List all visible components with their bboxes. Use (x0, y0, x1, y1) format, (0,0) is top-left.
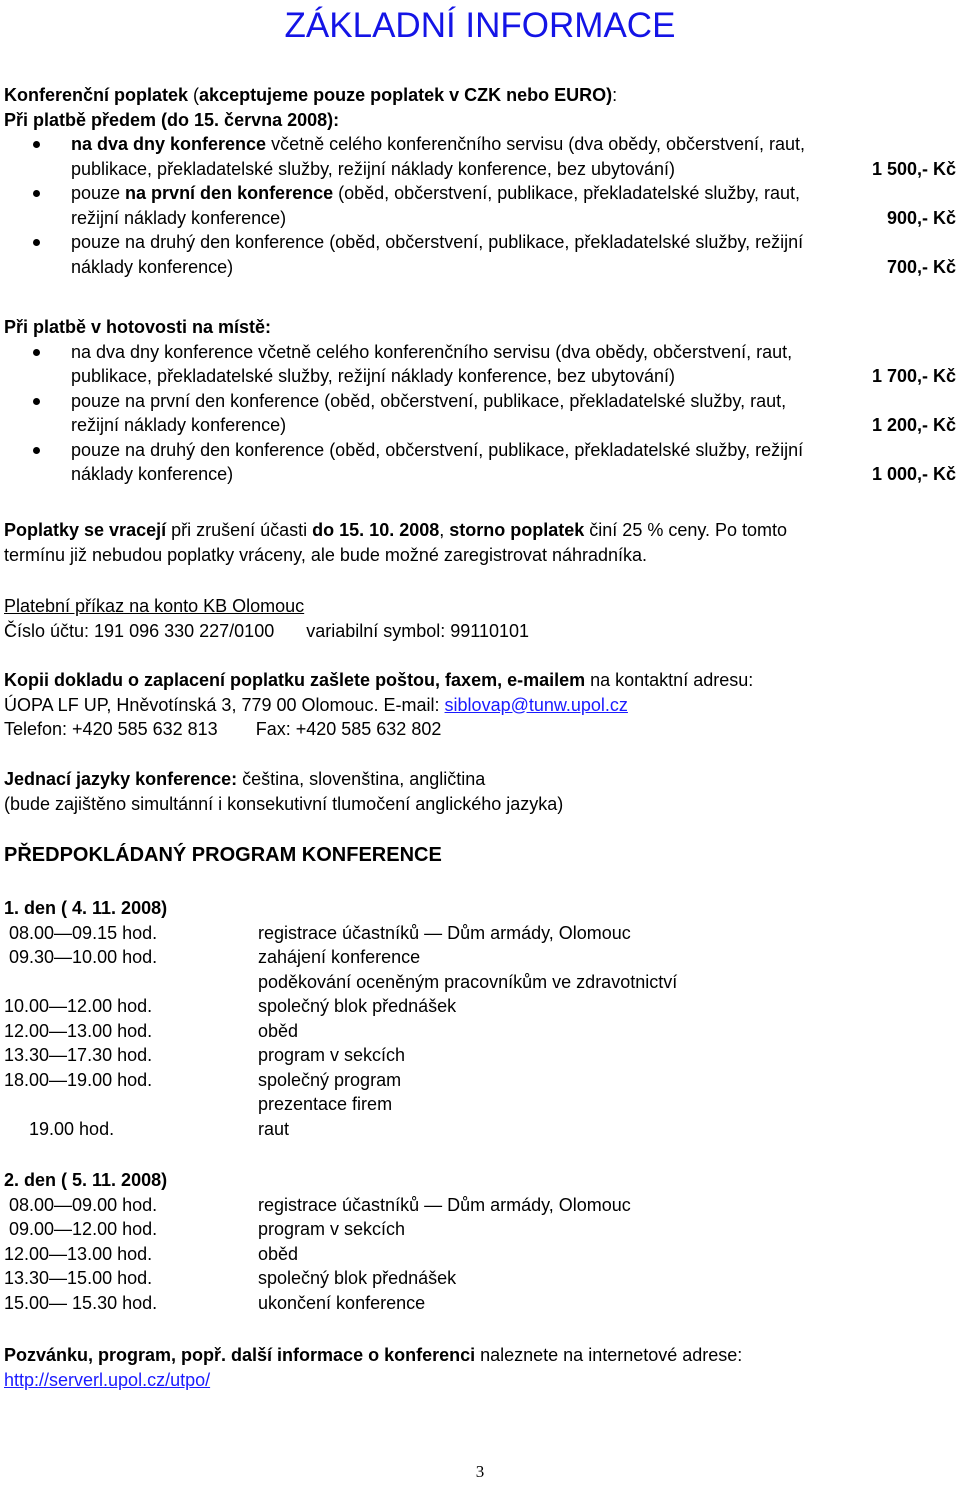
bullet-icon (4, 132, 71, 181)
variable-symbol: variabilní symbol: 99110101 (306, 620, 530, 641)
program-row: 08.00—09.15 hod. registrace účastníků — Dům armády, Olomouc (4, 922, 631, 943)
cash-section (4, 315, 956, 487)
fees-heading: Konferenční poplatek (akceptujeme pouze poplatek v CZK nebo EURO): (4, 85, 618, 105)
day1-section (4, 896, 956, 1141)
program-row: 18.00—19.00 hod. společný program prezentace firem (4, 1069, 402, 1114)
program-row: 12.00—13.00 hod. oběd (4, 1020, 299, 1041)
day2-section (4, 1168, 956, 1315)
bullet-icon (4, 230, 71, 279)
cash-heading: Při platbě v hotovosti na místě: (4, 317, 272, 337)
cash-item: pouze na první den konference (oběd, občerstvení, publikace, překladatelské služby, raut, režijní náklady konference) 1 200,- Kč (4, 389, 956, 438)
day1-title: 1. den ( 4. 11. 2008) (4, 898, 168, 918)
program-heading: PŘEDPOKLÁDANÝ PROGRAM KONFERENCE (4, 844, 442, 866)
day2-title: 2. den ( 5. 11. 2008) (4, 1170, 168, 1190)
advance-item: na dva dny konference včetně celého konferenčního servisu (dva obědy, občerstvení, raut, publikace, překladatelské služby, režijní náklady konference, bez ubytování) 1 500,- Kč (4, 132, 956, 181)
languages-section: Jednací jazyky konference: čeština, slovenština, angličtina (bude zajištěno simultánní i konsekutivní tlumočení anglického jazyka) (4, 769, 564, 814)
cash-item: na dva dny konference včetně celého konferenčního servisu (dva obědy, občerstvení, raut, publikace, překladatelské služby, režijní náklady konference, bez ubytování) 1 700,- Kč (4, 340, 956, 389)
price: 1 200,- Kč (871, 415, 956, 435)
payment-section (4, 594, 956, 643)
program-row: 09.00—12.00 hod. program v sekcích (4, 1219, 406, 1239)
program-row: 15.00— 15.30 hod. ukončení konference (4, 1292, 426, 1313)
bullet-icon (4, 389, 71, 438)
page-title: ZÁKLADNÍ INFORMACE (284, 6, 676, 45)
program-row: 12.00—13.00 hod. oběd (4, 1243, 299, 1264)
advance-item: pouze na první den konference (oběd, občerstvení, publikace, překladatelské služby, raut, režijní náklady konference) 900,- Kč (4, 181, 956, 230)
bullet-icon (4, 181, 71, 230)
email-link[interactable]: siblovap@tunw.upol.cz (444, 694, 628, 715)
bullet-icon (4, 340, 71, 389)
invitation-section: Pozvánku, program, popř. další informace o konferenci naleznete na internetové adrese: http://serverl.upol.cz/utpo/ (4, 1345, 743, 1390)
fax: Fax: +420 585 632 802 (255, 719, 442, 739)
account-number: Číslo účtu: 191 096 330 227/0100 (4, 620, 275, 641)
advance-item: pouze na druhý den konference (oběd, občerstvení, publikace, překladatelské služby, režijní náklady konference) 700,- Kč (4, 230, 956, 279)
program-row: 10.00—12.00 hod. společný blok přednášek (4, 996, 457, 1016)
price: 700,- Kč (886, 256, 956, 277)
program-row: 09.30—10.00 hod. zahájení konference poděkování oceněným pracovníkům ve zdravotnictví (4, 947, 678, 992)
page-number: 3 (475, 1462, 485, 1481)
payment-heading: Platební příkaz na konto KB Olomouc (4, 596, 305, 616)
advance-heading: Při platbě předem (do 15. června 2008): (4, 109, 340, 130)
program-row: 08.00—09.00 hod. registrace účastníků — Dům armády, Olomouc (4, 1194, 631, 1215)
refund-paragraph: Poplatky se vracejí při zrušení účasti do 15. 10. 2008, storno poplatek činí 25 % ceny. Po tomto termínu již nebudou poplatky vráceny, ale bude možné zaregistrovat náhradníka. (4, 520, 788, 565)
price: 1 700,- Kč (871, 366, 956, 386)
website-link[interactable]: http://serverl.upol.cz/utpo/ (4, 1369, 211, 1390)
contact-section: Kopii dokladu o zaplacení poplatku zašlete poštou, faxem, e-mailem na kontaktní adresu: ÚOPA LF UP, Hněvotínská 3, 779 00 Olomouc. E-mail: siblovap@tunw.upol.cz Telefon: +420 585 632 813 Fax: +420 585 632 802 (4, 670, 754, 739)
price: 900,- Kč (886, 207, 956, 228)
phone: Telefon: +420 585 632 813 (4, 719, 218, 739)
cash-item: pouze na druhý den konference (oběd, občerstvení, publikace, překladatelské služby, režijní náklady konference) 1 000,- Kč (4, 438, 956, 487)
program-row: 13.30—17.30 hod. program v sekcích (4, 1045, 406, 1065)
program-row: 19.00 hod. raut (4, 1118, 290, 1139)
price: 1 000,- Kč (871, 464, 956, 484)
program-row: 13.30—15.00 hod. společný blok přednášek (4, 1268, 457, 1288)
bullet-icon (4, 438, 71, 487)
fees-section (4, 83, 956, 279)
price: 1 500,- Kč (871, 158, 956, 179)
